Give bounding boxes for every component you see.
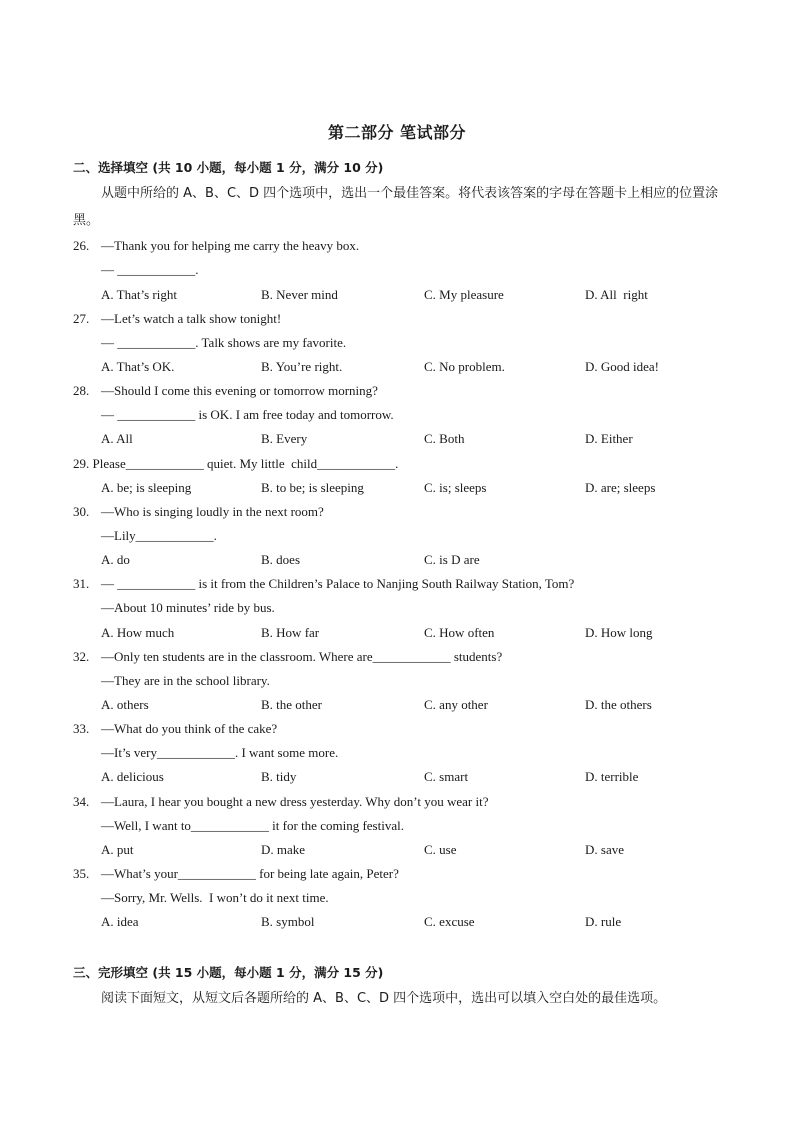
option-a: A. be; is sleeping [101, 480, 192, 495]
option-b: B. Every [261, 431, 308, 446]
question-line: 29. Please____________ quiet. My little child____________. [73, 456, 399, 471]
option-a: A. All [101, 431, 133, 446]
option-c: C. Both [424, 431, 465, 446]
question-line: —Thank you for helping me carry the heavy box. [101, 238, 360, 253]
option-a: A. put [101, 842, 134, 857]
section-heading-cloze: 三、完形填空 (共 15 小题，每小题 1 分，满分 15 分) [73, 965, 384, 980]
question-line: — ____________ is it from the Children’s Palace to Nanjing South Railway Station, Tom? [101, 576, 575, 591]
question-line: —They are in the school library. [101, 673, 270, 688]
option-a: A. That’s right [101, 287, 177, 302]
question-line: —About 10 minutes’ ride by bus. [101, 600, 275, 615]
option-b: D. make [261, 842, 306, 857]
question-number: 28. [73, 383, 90, 398]
question-number: 33. [73, 721, 90, 736]
option-a: A. That’s OK. [101, 359, 175, 374]
option-c: C. My pleasure [424, 287, 504, 302]
option-c: C. any other [424, 697, 488, 712]
option-a: A. delicious [101, 769, 164, 784]
question-number: 26. [73, 238, 90, 253]
option-d: D. All right [585, 287, 648, 302]
question-line: —Who is singing loudly in the next room? [101, 504, 324, 519]
option-d: D. Good idea! [585, 359, 660, 374]
section-instructions-cloze: 阅读下面短文，从短文后各题所给的 A、B、C、D 四个选项中，选出可以填入空白处的最佳选项。 [101, 991, 667, 1006]
option-b: B. Never mind [261, 287, 338, 302]
question-number: 27. [73, 311, 90, 326]
option-a: A. How much [101, 625, 175, 640]
question-line: —Lily____________. [101, 528, 217, 543]
option-c: C. No problem. [424, 359, 505, 374]
question-line: —What do you think of the cake? [101, 721, 278, 736]
option-b: B. How far [261, 625, 320, 640]
question-line: —Only ten students are in the classroom. Where are____________ students? [101, 649, 503, 664]
question-line: — ____________. [101, 262, 199, 277]
option-d: D. are; sleeps [585, 480, 656, 495]
question-line: —It’s very____________. I want some more. [101, 745, 339, 760]
question-line: —Sorry, Mr. Wells. I won’t do it next time. [101, 890, 329, 905]
option-c: C. How often [424, 625, 495, 640]
option-a: A. do [101, 552, 130, 567]
question-line: —Should I come this evening or tomorrow morning? [101, 383, 378, 398]
option-d: D. rule [585, 914, 622, 929]
question-line: —Well, I want to____________ it for the coming festival. [101, 818, 404, 833]
option-c: C. use [424, 842, 457, 857]
option-b: B. You’re right. [261, 359, 343, 374]
option-b: B. the other [261, 697, 323, 712]
page-title: 第二部分 笔试部分 [327, 123, 467, 142]
option-a: A. idea [101, 914, 139, 929]
question-line: —What’s your____________ for being late again, Peter? [101, 866, 399, 881]
option-b: B. does [261, 552, 300, 567]
option-d: D. the others [585, 697, 652, 712]
question-number: 32. [73, 649, 90, 664]
option-d: D. terrible [585, 769, 639, 784]
question-number: 34. [73, 794, 90, 809]
option-b: B. tidy [261, 769, 297, 784]
option-b: B. to be; is sleeping [261, 480, 364, 495]
option-b: B. symbol [261, 914, 315, 929]
question-line: — ____________. Talk shows are my favorite. [101, 335, 347, 350]
option-c: C. excuse [424, 914, 475, 929]
option-c-d: C. is D are [424, 552, 480, 567]
option-a: A. others [101, 697, 149, 712]
option-d: D. save [585, 842, 624, 857]
question-line: — ____________ is OK. I am free today and tomorrow. [101, 407, 394, 422]
question-number: 35. [73, 866, 90, 881]
option-c: C. is; sleeps [424, 480, 487, 495]
question-number: 31. [73, 576, 90, 591]
question-number: 30. [73, 504, 90, 519]
option-d: D. Either [585, 431, 633, 446]
option-c: C. smart [424, 769, 469, 784]
option-d: D. How long [585, 625, 653, 640]
question-line: —Let’s watch a talk show tonight! [101, 311, 282, 326]
section-instructions-multiple-choice: 从题中所给的 A、B、C、D 四个选项中，选出一个最佳答案。将代表该答案的字母在答题卡上相应的位置涂黑。 [73, 186, 719, 228]
question-line: —Laura, I hear you bought a new dress yesterday. Why don’t you wear it? [101, 794, 489, 809]
section-heading-multiple-choice: 二、选择填空 (共 10 小题，每小题 1 分，满分 10 分) [73, 160, 384, 175]
